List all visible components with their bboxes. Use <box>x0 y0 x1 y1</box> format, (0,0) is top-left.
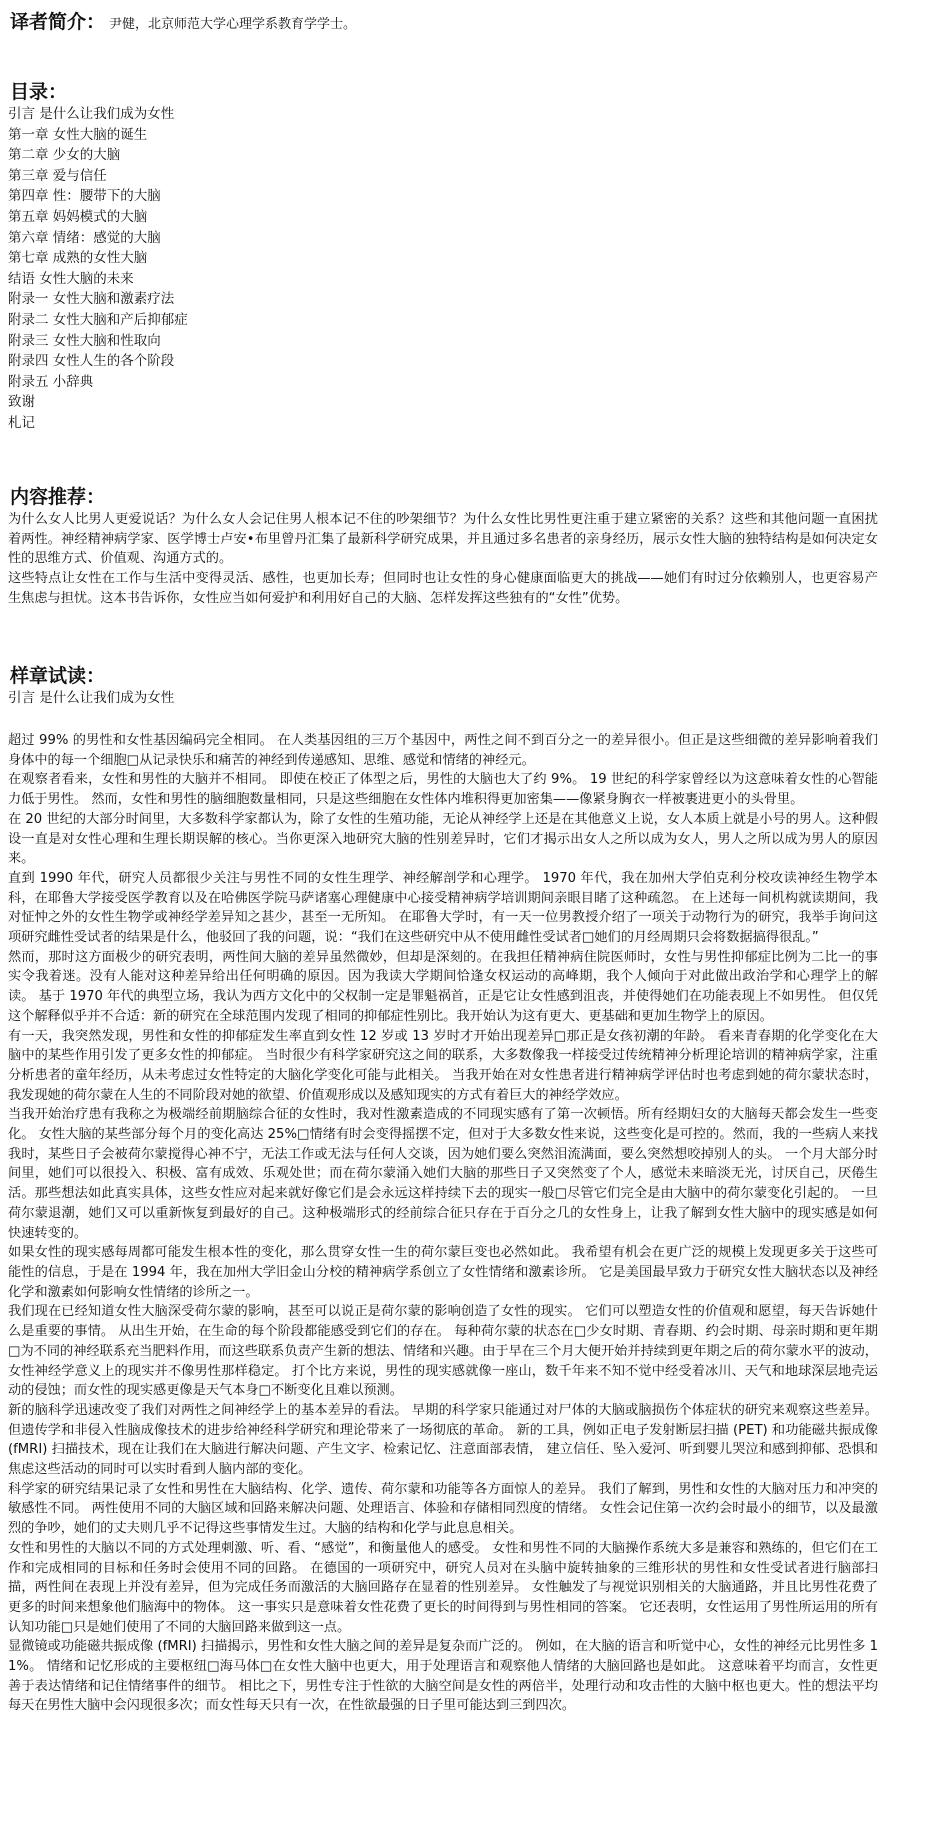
toc-item: 第一章 女性大脑的诞生 <box>8 126 148 143</box>
toc-item: 第七章 成熟的女性大脑 <box>8 250 148 267</box>
recommend-paragraph: 这些特点让女性在工作与生活中变得灵活、感性，也更加长寿；但同时也让女性的身心健康面临更大的挑战——她们有时过分依赖别人，也更容易产生焦虑与担忧。这本书告诉你，女性应当如何爱护和利用好自己的大脑、怎样发挥这些独有的“女性”优势。 <box>8 571 878 606</box>
translator-text: 尹健，北京师范大学心理学系教育学学士。 <box>109 17 357 32</box>
sample-paragraph: 新的脑科学迅速改变了我们对两性之间神经学上的基本差异的看法。 早期的科学家只能通过对尸体的大脑或脑损伤个体症状的研究来观察这些差异。 但遗传学和非侵入性脑成像技术的进步给神经科学研究和理论带来了一场彻底的革命。 新的工具，例如正电子发射断层扫描 (PET) 和功能磁共振成像 (fMRI) 扫描技术，现在让我们在大脑进行解决问题、产生文字、检索记忆、注意面部表情， 建立信任、坠入爱河、听到婴儿哭泣和感到抑郁、恐惧和焦虑这些活动的同时可以实时看到人脑内部的变化。 <box>8 1402 878 1478</box>
toc-item: 引言 是什么让我们成为女性 <box>8 106 175 122</box>
toc-item: 致谢 <box>8 394 35 411</box>
toc-item: 第三章 爱与信任 <box>8 167 107 184</box>
toc-item: 札记 <box>8 414 35 431</box>
toc-item: 附录三 女性大脑和性取向 <box>8 332 161 349</box>
recommend-heading: 内容推荐： <box>10 486 106 508</box>
sample-paragraph: 当我开始治疗患有我称之为极端经前期脑综合征的女性时，我对性激素造成的不同现实感有了第一次顿悟。所有经期妇女的大脑每天都会发生一些变化。 女性大脑的某些部分每个月的变化高达 25%□情绪有时会变得摇摆不定，但对于大多数女性来说，这些变化是可控的。然而，我的一些病人来找我时，某些日子会被荷尔蒙搅得心神不宁，无法工作或无法与任何人交谈，因为她们要么突然泪流满面，要么突然想咬掉别人的头。 一个月大部分时间里，她们可以很投入、积极、富有成效、乐观处世；而在荷尔蒙涌入她们大脑的那些日子又突然变了个人，感觉未来暗淡无光，讨厌自己，厌倦生活。那些想法如此真实具体，这些女性应对起来就好像它们是会永远这样持续下去的现实一般□尽管它们完全是由大脑中的荷尔蒙变化引起的。 一旦荷尔蒙退潮，她们又可以重新恢复到最好的自己。这种极端形式的经前综合征只存在于百分之几的女性身上，让我了解到女性大脑中的现实感是如何快速转变的。 <box>8 1107 878 1241</box>
sample-paragraph: 有一天，我突然发现，男性和女性的抑郁症发生率直到女性 12 岁或 13 岁时才开始出现差异□那正是女孩初潮的年龄。 看来青春期的化学变化在大脑中的某些作用引发了更多女性的抑郁症。 当时很少有科学家研究这之间的联系，大多数像我一样接受过传统精神分析理论培训的精神病学家，注重分析患者的童年经历，从未考虑过女性特定的大脑化学变化可能与此相关。 当我开始在对女性患者进行精神病学评估时也考虑到她的荷尔蒙状态时，我发现她的荷尔蒙在人生的不同阶段对她的欲望、价值观形成以及感知现实的方式有着巨大的神经学效应。 <box>8 1028 878 1103</box>
toc-item: 附录四 女性人生的各个阶段 <box>8 353 175 370</box>
sample-heading: 样章试读： <box>10 665 106 687</box>
toc-item: 附录一 女性大脑和激素疗法 <box>8 291 175 308</box>
sample-paragraph: 超过 99% 的男性和女性基因编码完全相同。 在人类基因组的三万个基因中，两性之间不到百分之一的差异很小。但正是这些细微的差异影响着我们身体中的每一个细胞□从记录快乐和痛苦的神经到传递感知、思维、感觉和情绪的神经元。 <box>8 733 878 768</box>
sample-paragraph: 我们现在已经知道女性大脑深受荷尔蒙的影响，甚至可以说正是荷尔蒙的影响创造了女性的现实。 它们可以塑造女性的价值观和愿望，每天告诉她什么是重要的事情。 从出生开始，在生命的每个阶段都能感受到它们的存在。 每种荷尔蒙的状态在□少女时期、青春期、约会时期、母亲时期和更年期□为不同的神经联系充当肥料作用，而这些联系负责产生新的想法、情绪和兴趣。由于早在三个月大便开始并持续到更年期之后的荷尔蒙水平的波动，女性神经学意义上的现实并不像男性那样稳定。 打个比方来说，男性的现实感就像一座山，数千年来不知不觉中经受着冰川、天气和地球深层地壳运动的侵蚀；而女性的现实感更像是天气本身□不断变化且难以预测。 <box>8 1304 878 1399</box>
toc-list <box>8 104 188 434</box>
toc-item: 附录二 女性大脑和产后抑郁症 <box>8 311 188 328</box>
sample-paragraph: 如果女性的现实感每周都可能发生根本性的变化，那么贯穿女性一生的荷尔蒙巨变也必然如此。 我希望有机会在更广泛的规模上发现更多关于这些可能性的信息，于是在 1994 年，我在加州大学旧金山分校的精神病学系创立了女性情绪和激素诊所。 它是美国最早致力于研究女性大脑状态以及神经化学和激素如何影响女性情绪的诊所之一。 <box>8 1245 878 1300</box>
sample-paragraph: 直到 1990 年代，研究人员都很少关注与男性不同的女性生理学、神经解剖学和心理学。 1970 年代，我在加州大学伯克利分校攻读神经生物学本科，在耶鲁大学接受医学教育以及在哈佛医学院马萨诸塞心理健康中心接受精神病学培训期间亲眼目睹了这种疏忽。 在上述每一间机构就读期间，我对怔忡之外的女性生物学或神经学差异知之甚少，甚至一无所知。 在耶鲁大学时，有一天一位男教授介绍了一项关于动物行为的研究，我举手询问这项研究雌性受试者的结果是什么，他驳回了我的问题，说：“我们在这些研究中从不使用雌性受试者□她们的月经周期只会将数据搞得很乱。” <box>8 870 878 946</box>
toc-heading: 目录： <box>10 81 68 103</box>
sample-paragraph: 显微镜或功能磁共振成像 (fMRI) 扫描揭示，男性和女性大脑之间的差异是复杂而广泛的。 例如，在大脑的语言和听觉中心，女性的神经元比男性多 11%。 情绪和记忆形成的主要枢纽□海马体□在女性大脑中也更大，用于处理语言和观察他人情绪的大脑回路也是如此。 这意味着平均而言，女性更善于表达情绪和记住情绪事件的细节。 相比之下，男性专注于性欲的大脑空间是女性的两倍半，处理行动和攻击性的大脑中枢也更大。性的想法平均每天在男性大脑中会闪现很多次；而女性每天只有一次，在性欲最强的日子里可能达到三到四次。 <box>8 1639 878 1714</box>
translator-label: 译者简介： <box>10 11 106 33</box>
sample-paragraph: 女性和男性的大脑以不同的方式处理刺激、听、看、“感觉”，和衡量他人的感受。 女性和男性不同的大脑操作系统大多是兼容和熟练的，但它们在工作和完成相同的目标和任务时会使用不同的回路。 在德国的一项研究中，研究人员对在头脑中旋转抽象的三维形状的男性和女性受试者进行脑部扫描，两性间在表现上并没有差异，但为完成任务而激活的大脑回路存在显着的性别差异。 女性触发了与视觉识别相关的大脑通路，并且比男性花费了更多的时间来想象他们脑海中的物体。 这一事实只是意味着女性花费了更长的时间得到与男性相同的答案。 它还表明，女性运用了男性所运用的所有认知功能□只是她们使用了不同的大脑回路来做到这一点。 <box>8 1540 878 1635</box>
translator-section <box>10 10 356 37</box>
sample-paragraph: 在 20 世纪的大部分时间里，大多数科学家都认为，除了女性的生殖功能，无论从神经学上还是在其他意义上说，女人本质上就是小号的男人。这种假设一直是对女性心理和生理长期误解的核心。当你更深入地研究大脑的性别差异时，它们才揭示出女人之所以成为女人，男人之所以成为男人的原因来。 <box>8 811 878 867</box>
sample-body <box>8 731 878 1716</box>
sample-paragraph: 然而，那时这方面极少的研究表明，两性间大脑的差异虽然微妙，但却是深刻的。在我担任精神病住院医师时，女性与男性抑郁症比例为二比一的事实令我着迷。没有人能对这种差异给出任何明确的原因。因为我读大学期间恰逢女权运动的高峰期，我个人倾向于对此做出政治学和心理学上的解读。 基于 1970 年代的典型立场，我认为西方文化中的父权制一定是罪魁祸首，正是它让女性感到沮丧，并使得她们在功能表现上不如男性。 但仅凭这个解释似乎并不合适：新的研究在全球范围内发现了相同的抑郁症性别比。我开始认为这有更大、更基础和更加生物学上的原因。 <box>8 949 878 1024</box>
sample-subtitle: 引言 是什么让我们成为女性 <box>8 690 175 706</box>
toc-item: 附录五 小辞典 <box>8 373 94 390</box>
toc-item: 结语 女性大脑的未来 <box>8 270 134 287</box>
sample-paragraph: 在观察者看来，女性和男性的大脑并不相同。 即使在校正了体型之后，男性的大脑也大了约 9%。 19 世纪的科学家曾经以为这意味着女性的心智能力低于男性。 然而，女性和男性的脑细胞数量相同，只是这些细胞在女性体内堆积得更加密集——像紧身胸衣一样被裹进更小的头骨里。 <box>8 772 878 808</box>
recommend-paragraph: 为什么女人比男人更爱说话？为什么女人会记住男人根本记不住的吵架细节？为什么女性比男性更注重于建立紧密的关系？这些和其他问题一直困扰着两性。神经精神病学家、医学博士卢安•布里曾丹汇集了最新科学研究成果，并且通过多名患者的亲身经历，展示女性大脑的独特结构是如何决定女性的思维方式、价值观、沟通方式的。 <box>8 512 878 567</box>
toc-item: 第五章 妈妈模式的大脑 <box>8 208 148 225</box>
recommend-body <box>8 510 878 609</box>
sample-paragraph: 科学家的研究结果记录了女性和男性在大脑结构、化学、遗传、荷尔蒙和功能等各方面惊人的差异。 我们了解到，男性和女性的大脑对压力和冲突的敏感性不同。 两性使用不同的大脑区域和回路来解决问题、处理语言、体验和存储相同烈度的情绪。 女性会记住第一次约会时最小的细节，以及最激烈的争吵，她们的丈夫则几乎不记得这些事情发生过。大脑的结构和化学与此息息相关。 <box>8 1481 878 1537</box>
toc-item: 第二章 少女的大脑 <box>8 147 121 164</box>
toc-item: 第四章 性：腰带下的大脑 <box>8 188 161 205</box>
toc-item: 第六章 情绪：感觉的大脑 <box>8 229 161 246</box>
